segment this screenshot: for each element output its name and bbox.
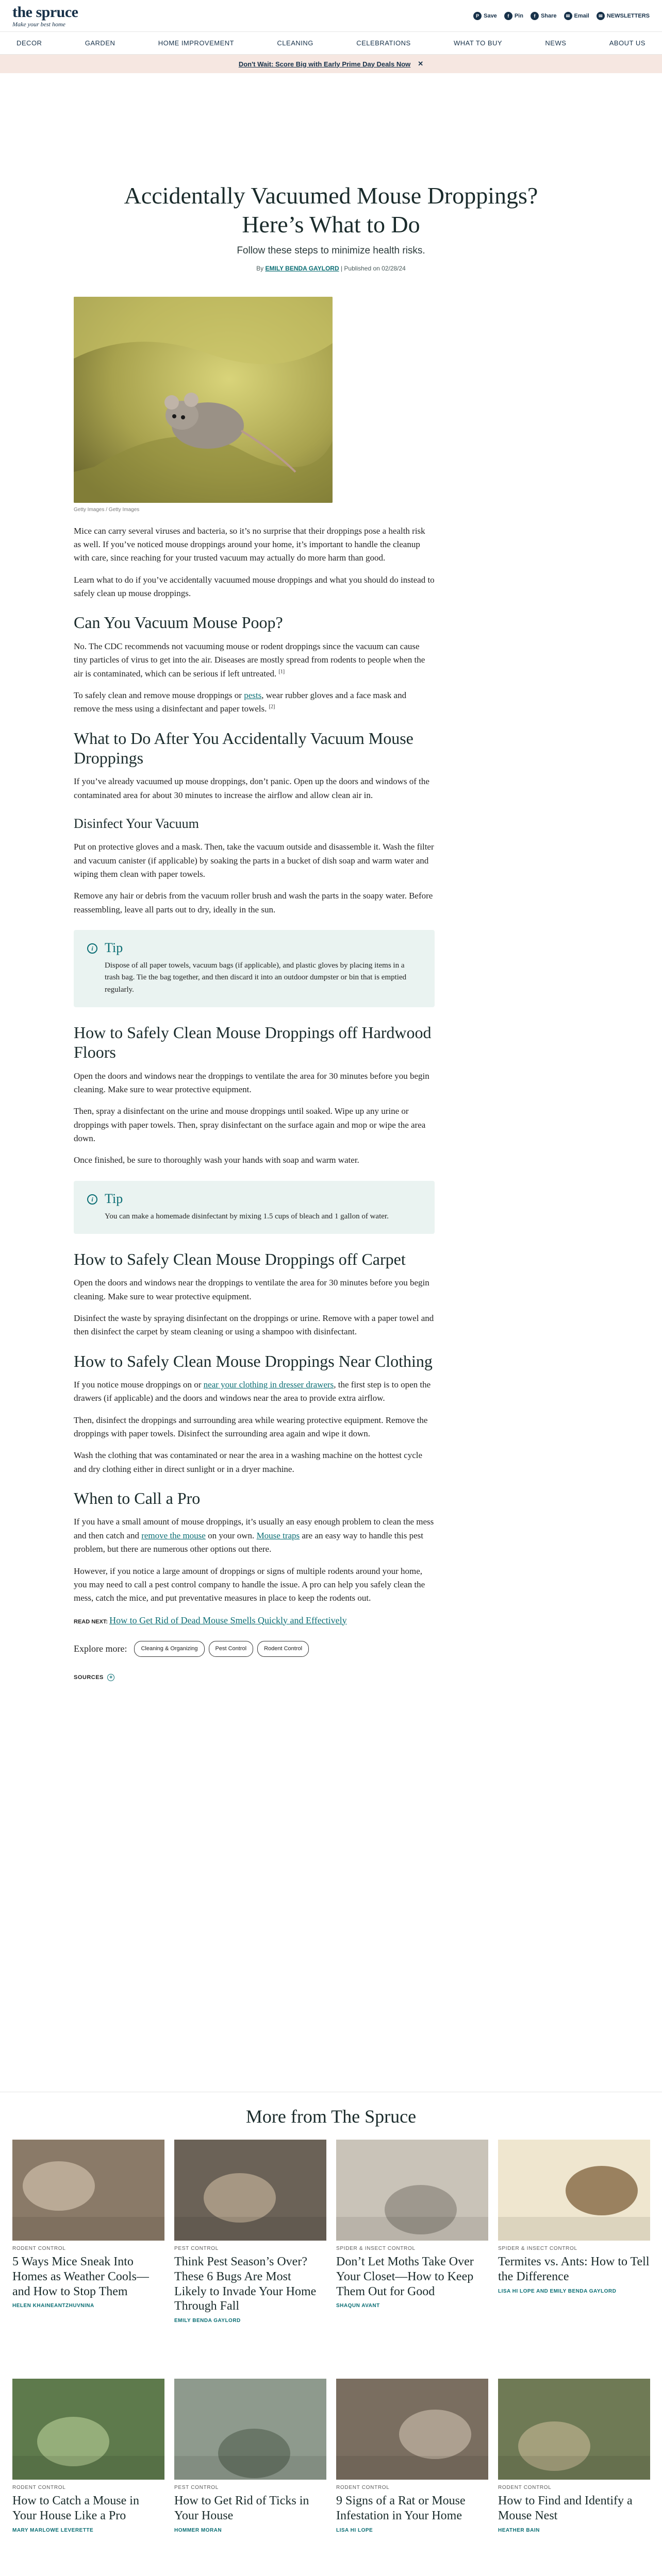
nav-cleaning[interactable]: CLEANING [277, 39, 313, 47]
section-heading: How to Safely Clean Mouse Droppings off Hardwood Floors [74, 1023, 432, 1062]
card-thumbnail[interactable] [12, 2379, 164, 2480]
email-label: Email [574, 12, 589, 19]
card-title[interactable]: Think Pest Season’s Over? These 6 Bugs Are Most Likely to Invade Your Home Through Fall [174, 2255, 317, 2313]
read-next [74, 1614, 435, 1628]
paragraph: Then, spray a disinfectant on the urine and mouse droppings until soaked. Wipe up any urine or droppings with paper towels. Then, spray disinfectant on the surface again and mop or wipe the area down. [74, 1106, 426, 1143]
read-next-label: READ NEXT: [74, 1618, 108, 1625]
explore-label: Explore more: [74, 1643, 127, 1654]
card-author[interactable]: SHAQUN AVANT [336, 2303, 380, 2309]
facebook-icon: f [504, 12, 512, 20]
article-card[interactable] [174, 2140, 326, 2372]
paragraph [74, 689, 435, 716]
card-author[interactable]: HELEN KHAINEANTZHUVNINA [12, 2303, 94, 2309]
section-heading: Can You Vacuum Mouse Poop? [74, 613, 283, 632]
article-card[interactable] [498, 2140, 650, 2372]
remove-mouse-link[interactable]: remove the mouse [141, 1530, 206, 1540]
paragraph-text: No. The CDC recommends not vacuuming mouse or rodent droppings since the vacuum can cause tiny particles of virus to get into the air. Diseases are mostly spread from rodents to people when the air is contaminated, which can be serious if left untreated. [74, 641, 425, 679]
site-header [0, 0, 662, 32]
share-label: Share [540, 12, 557, 19]
paragraph: Open the doors and windows near the droppings to ventilate the area for 30 minutes before you begin cleaning. Make sure to wear protective equipment. [74, 1278, 429, 1301]
intro-paragraph: Learn what to do if you’ve accidentally vacuumed mouse droppings and what you should do instead to safely clean up mouse droppings. [74, 574, 435, 599]
article-title: Accidentally Vacuumed Mouse Droppings? Here’s What to Do [124, 182, 538, 238]
pests-link[interactable]: pests [244, 690, 262, 700]
nav-news[interactable]: NEWS [545, 39, 567, 47]
card-author[interactable]: LISA HI LOPE AND EMILY BENDA GAYLORD [498, 2288, 617, 2294]
paragraph: However, if you notice a large amount of droppings or signs of multiple rodents around your home, you may need to call a pest control company to handle the issue. A pro can help you safely clean the mess, catch the mice, and put preventative measures in place to keep the rodents out. [74, 1566, 425, 1603]
card-author[interactable]: MARY MARLOWE LEVERETTE [12, 2527, 94, 2533]
share-button[interactable] [531, 12, 557, 20]
tag-chip[interactable]: Rodent Control [257, 1641, 309, 1657]
paragraph-text: If you have a small amount of mouse droppings, it’s usually an easy enough problem to clean the mess and then catch and [74, 1517, 434, 1540]
card-image [12, 2140, 164, 2241]
paragraph-text: If you notice mouse droppings on or [74, 1380, 202, 1390]
article-card[interactable] [336, 2140, 488, 2372]
card-category: RODENT CONTROL [12, 2485, 66, 2490]
card-title[interactable]: How to Find and Identify a Mouse Nest [498, 2494, 633, 2522]
card-thumbnail[interactable] [12, 2140, 164, 2241]
email-button[interactable] [564, 12, 589, 20]
plus-icon: + [107, 1674, 114, 1681]
paragraph-text: To safely clean and remove mouse droppings or [74, 690, 242, 700]
tag-chip[interactable]: Cleaning & Organizing [134, 1641, 204, 1657]
more-heading: More from The Spruce [245, 2106, 417, 2127]
card-image [498, 2379, 650, 2480]
citation[interactable]: [1] [278, 668, 285, 674]
paragraph: Open the doors and windows near the droppings to ventilate the area for 30 minutes before you begin cleaning. Make sure to wear protective equipment. [74, 1071, 429, 1094]
citation[interactable]: [2] [269, 704, 275, 710]
nav-garden[interactable]: GARDEN [85, 39, 115, 47]
card-thumbnail[interactable] [336, 2140, 488, 2241]
article-card[interactable] [12, 2379, 164, 2576]
card-author[interactable]: LISA HI LOPE [336, 2527, 373, 2533]
nav-what-to-buy[interactable]: WHAT TO BUY [453, 39, 503, 47]
tip-text: You can make a homemade disinfectant by mixing 1.5 cups of bleach and 1 gallon of water. [105, 1212, 389, 1221]
card-image [12, 2379, 164, 2480]
card-category: RODENT CONTROL [12, 2246, 66, 2251]
intro-paragraph: Mice can carry several viruses and bacteria, so it’s no surprise that their droppings pose a health risk as well. If you’ve noticed mouse droppings around your home, it’s important to handle the cleanup with care, since reaching for your trusted vacuum may actually do more harm than good. [74, 526, 425, 563]
tip-title: Tip [105, 940, 123, 956]
paragraph: If you’ve already vacuumed up mouse droppings, don’t panic. Open up the doors and windows of the contaminated area for about 30 minutes to increase the airflow and allow clean air in. [74, 776, 429, 800]
card-author[interactable]: HEATHER BAIN [498, 2527, 540, 2533]
sources-toggle[interactable] [74, 1673, 435, 1682]
main-nav [0, 32, 662, 55]
newsletters-label: NEWSLETTERS [606, 12, 650, 19]
article [0, 73, 662, 1683]
card-category: SPIDER & INSECT CONTROL [336, 2246, 416, 2251]
card-thumbnail[interactable] [174, 2379, 326, 2480]
card-image [336, 2379, 488, 2480]
newsletters-button[interactable] [597, 12, 650, 20]
clothing-link[interactable]: near your clothing in dresser drawers [203, 1380, 334, 1390]
subsection-heading: Disinfect Your Vacuum [74, 816, 199, 832]
paragraph: Remove any hair or debris from the vacuum roller brush and wash the parts in the soapy water. Before reassembling, leave all parts out to dry, ideally in the sun. [74, 891, 433, 914]
card-category: SPIDER & INSECT CONTROL [498, 2246, 577, 2251]
paragraph-text: , wear rubber gloves and a face mask and remove the mess using a disinfectant and paper towels. [74, 690, 407, 714]
article-body [74, 297, 435, 1682]
article-subtitle: Follow these steps to minimize health risks. [237, 245, 425, 257]
email-icon: ✉ [564, 12, 572, 20]
section-heading: When to Call a Pro [74, 1489, 201, 1508]
card-thumbnail[interactable] [336, 2379, 488, 2480]
nav-about-us[interactable]: ABOUT US [609, 39, 646, 47]
card-title[interactable]: Don’t Let Moths Take Over Your Closet—How to Keep Them Out for Good [336, 2255, 474, 2298]
section-heading: How to Safely Clean Mouse Droppings off Carpet [74, 1249, 406, 1268]
byline-separator: | [340, 265, 344, 273]
card-title[interactable]: 9 Signs of a Rat or Mouse Infestation in Your Home [336, 2494, 466, 2522]
info-icon: i [87, 1194, 97, 1205]
sources-label: SOURCES [74, 1674, 104, 1681]
card-category: RODENT CONTROL [336, 2485, 390, 2490]
card-image [498, 2140, 650, 2241]
card-image [336, 2140, 488, 2241]
paragraph: Put on protective gloves and a mask. Then, take the vacuum outside and disassemble it. Wash the filter and vacuum canister (if applicable) by soaking the parts in a bucket of dish soap and warm water and wiping them clean with paper towels. [74, 842, 434, 879]
close-icon[interactable]: ✕ [418, 60, 424, 67]
mouse-photo [74, 297, 333, 503]
card-thumbnail[interactable] [498, 2379, 650, 2480]
section-heading: What to Do After You Accidentally Vacuum Mouse Droppings [74, 728, 413, 767]
card-grid [0, 2140, 662, 2576]
section-heading: How to Safely Clean Mouse Droppings Near Clothing [74, 1351, 433, 1370]
paragraph [74, 640, 435, 681]
card-title[interactable]: How to Get Rid of Ticks in Your House [174, 2494, 309, 2522]
article-card[interactable] [336, 2379, 488, 2576]
article-card[interactable] [498, 2379, 650, 2576]
card-title[interactable]: 5 Ways Mice Sneak Into Homes as Weather Cools—and How to Stop Them [12, 2255, 149, 2298]
byline [0, 265, 662, 272]
facebook-icon: f [531, 12, 539, 20]
card-category: PEST CONTROL [174, 2246, 219, 2251]
paragraph: Wash the clothing that was contaminated or near the area in a washing machine on the hottest cycle and dry clothing either in direct sunlight or in a dryer machine. [74, 1450, 423, 1474]
card-image [174, 2379, 326, 2480]
paragraph-text: are an easy way to handle this pest problem, but there are numerous other options out there. [74, 1530, 423, 1554]
paragraph: Disinfect the waste by spraying disinfectant on the droppings or urine. Remove with a paper towel and then disinfect the carpet by steam cleaning or using a shampoo with disinfectant. [74, 1313, 434, 1337]
tag-chip[interactable]: Pest Control [209, 1641, 254, 1657]
pin-button[interactable] [504, 12, 523, 20]
tip-text: Dispose of all paper towels, vacuum bags (if applicable), and plastic gloves by placing items in a trash bag. Tie the bag together, and then discard it into an outdoor dumpster or bin that is emptied regularly. [105, 961, 407, 994]
article-card[interactable] [174, 2379, 326, 2576]
info-icon: i [87, 943, 97, 954]
image-credit: Getty Images / Getty Images [74, 507, 140, 513]
paragraph-text: on your own. [208, 1530, 255, 1540]
tip-box [74, 1181, 435, 1234]
pin-label: Pin [514, 12, 523, 19]
card-category: RODENT CONTROL [498, 2485, 552, 2490]
card-thumbnail[interactable] [174, 2140, 326, 2241]
more-section [0, 2092, 662, 2576]
card-title[interactable]: How to Catch a Mouse in Your House Like a Pro [12, 2494, 139, 2522]
nav-celebrations[interactable]: CELEBRATIONS [356, 39, 411, 47]
paragraph [74, 1378, 435, 1405]
logo-text: the spruce [12, 3, 78, 21]
card-image [174, 2140, 326, 2241]
promo-banner [0, 55, 662, 73]
tip-title: Tip [105, 1191, 123, 1206]
paragraph: Then, disinfect the droppings and surrounding area while wearing protective equipment. Remove the droppings with paper towels. Disinfect the surrounding area again and wipe it down. [74, 1415, 428, 1439]
nav-decor[interactable]: DECOR [16, 39, 42, 47]
hero-image [74, 297, 333, 503]
save-label: Save [484, 12, 497, 19]
card-category: PEST CONTROL [174, 2485, 219, 2490]
card-author[interactable]: EMILY BENDA GAYLORD [174, 2318, 241, 2324]
mouse-traps-link[interactable]: Mouse traps [256, 1530, 300, 1540]
card-title[interactable]: Termites vs. Ants: How to Tell the Difference [498, 2255, 650, 2283]
logo-tagline: Make your best home [12, 20, 65, 28]
card-author[interactable]: HOMMER MORAN [174, 2527, 222, 2533]
paragraph [74, 1515, 435, 1556]
author-link[interactable]: EMILY BENDA GAYLORD [265, 265, 339, 273]
paragraph: Once finished, be sure to thoroughly wash your hands with soap and warm water. [74, 1155, 359, 1165]
read-next-link[interactable]: How to Get Rid of Dead Mouse Smells Quickly and Effectively [109, 1615, 347, 1625]
site-logo[interactable] [12, 5, 78, 27]
newsletter-icon: ✉ [597, 12, 605, 20]
publish-date: Published on 02/28/24 [344, 265, 406, 273]
byline-prefix: By [256, 265, 264, 273]
save-button[interactable] [473, 12, 497, 20]
card-thumbnail[interactable] [498, 2140, 650, 2241]
paragraph-text: , the first step is to open the drawers (if applicable) and the doors and windows near the area to provide extra airflow. [74, 1380, 431, 1403]
article-card[interactable] [12, 2140, 164, 2372]
promo-link[interactable]: Don't Wait: Score Big with Early Prime Day Deals Now [238, 60, 411, 68]
tip-box [74, 930, 435, 1007]
explore-more [74, 1641, 435, 1657]
pinterest-icon: P [473, 12, 482, 20]
nav-home-improvement[interactable]: HOME IMPROVEMENT [158, 39, 235, 47]
share-bar [473, 12, 650, 20]
